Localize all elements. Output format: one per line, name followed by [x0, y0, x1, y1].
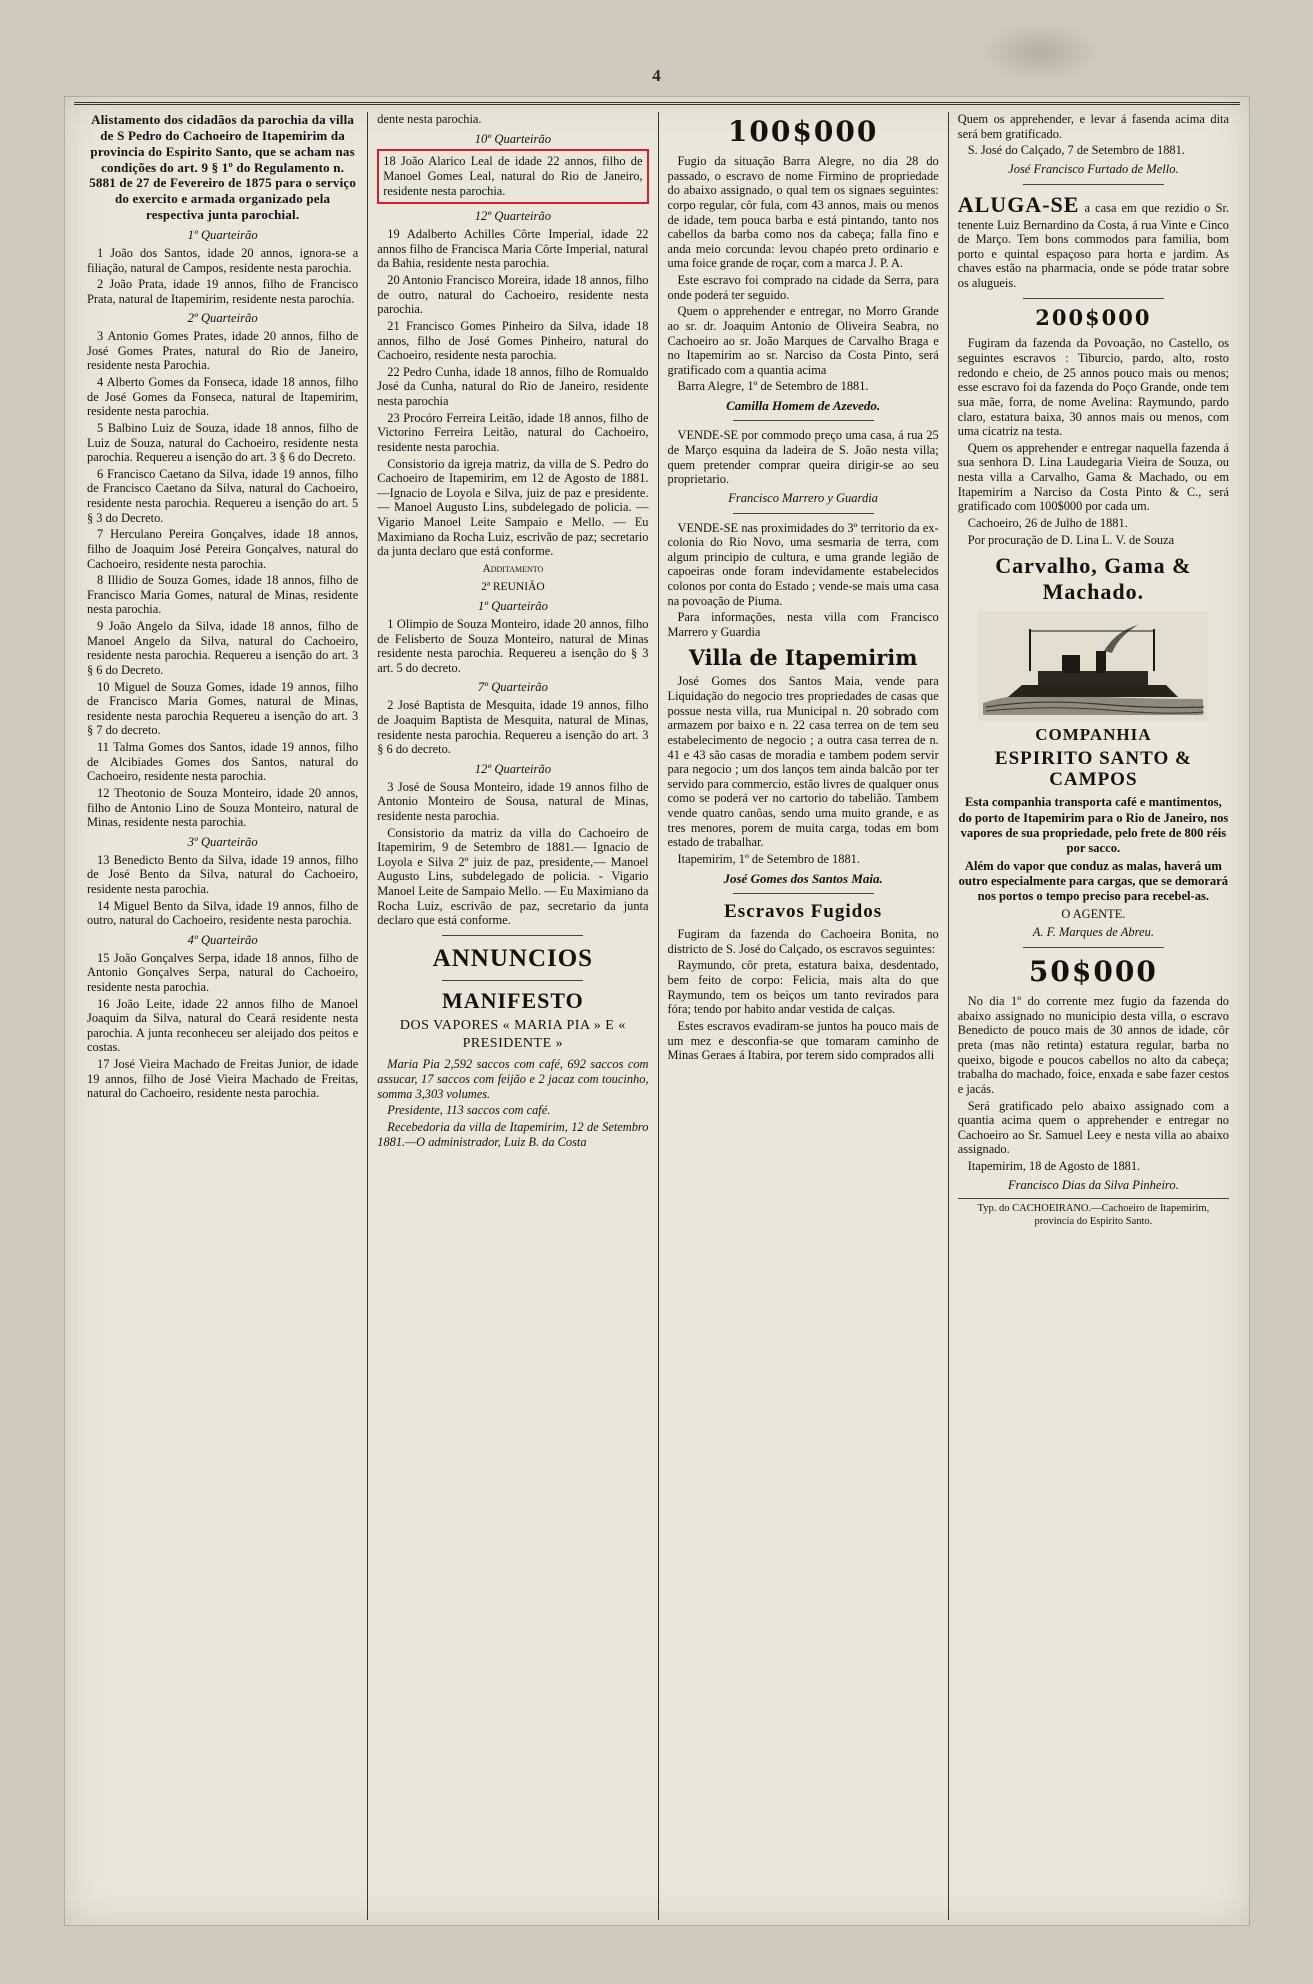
- benedicto-notice: No dia 1º do corrente mez fugio da fazenda do abaixo assignado no municipio desta villa, o escravo Benedicto de pouco mais de 30 annos de idade, côr preta (mas não retinta) estatura regular, barba no queixo, bigode e poucos cabellos no alto da cabeça; trabalha do machado, foice, enxada e sabe fazer cestos e jacás.: [957, 994, 1229, 1096]
- entry-21: 21 Francisco Gomes Pinheiro da Silva, idade 18 annos, filho de José Gomes Pinheiro, natural do Cachoeiro, residente nesta parochia.: [377, 318, 649, 363]
- consistorio-note-1: Consistorio da igreja matriz, da villa de S. Pedro do Cachoeiro de Itapemirim, em 12 de Agosto de 1881.—Ignacio de Loyola e Silva, juiz de paz e presidente.— Manoel Augusto Lins, subdelegado de policia. —Vigario Manoel Leite Sampaio e Mello. — Eu Maximiano da Rocha Luiz, escrivão de paz; secretario da junta declaro que está conforme.: [377, 456, 649, 559]
- santos-maia-ad: José Gomes dos Santos Maia, vende para Liquidação do negocio tres propriedades de casas que possue nesta villa, rua Municipal n. 20 sobrado com armazem por baixo e n. 22 casa terrea on de tem seu estabelecimento de negocio ; a outra casa terrea de n. 41 e 43 são casas de moradia e tambem podem servir para negocio ; um dos lanços tem ainda balcão por ter servido para commercio, estão livres de qualquer onus como se poderá ver no cartorio do tabelião. Tambem vende quatro canôas, sendo uma muito grande, e as tres menores, porem de muita carga, todas em bom estado de trabalhar.: [667, 674, 939, 850]
- procuracao-note: Por procuração de D. Lina L. V. de Souza: [967, 532, 1175, 547]
- column-container: [78, 112, 1238, 1920]
- entry-10: 10 Miguel de Souza Gomes, idade 19 annos, filho de Francisco Maria Gomes, natural de Minas, residente nesta parochia Requereu a isenção do art. 3 § 7 do decreto.: [87, 679, 359, 738]
- escravos-fugidos-heading: Escravos Fugidos: [724, 900, 883, 922]
- entry-13: 13 Benedicto Bento da Silva, idade 19 annos, filho de José Bento da Silva, natural do Cachoeiro, residente nesta parochia.: [87, 852, 359, 896]
- entry-3: 3 Antonio Gomes Prates, idade 20 annos, filho de José Gomes Prates, natural do Rio de Janeiro, residente nesta Parochia.: [87, 329, 359, 373]
- section-divider-2: [442, 980, 583, 981]
- quarteirao-4-heading: 4º Quarteirão: [187, 932, 258, 947]
- continuation-text: dente nesta parochia.: [377, 112, 482, 126]
- vapores-subheading: DOS VAPORES « MARIA PIA » E « PRESIDENTE »: [399, 1018, 626, 1051]
- maria-pia-cargo: Maria Pia 2,592 saccos com café, 692 saccos com assucar, 17 saccos com feijão e 2 jacaz com toucinho, somma 3,303 volumes.: [377, 1057, 649, 1101]
- column-2: [368, 112, 658, 1920]
- apprehension-note: Quem os apprehender, e levar á fasenda acima dita será bem gratificado.: [957, 112, 1229, 141]
- benedicto-reward: Será gratificado pelo abaixo assignado com a quantia acima quem o apprehender e entregar no Cachoeiro ao Sr. Samuel Leey e nesta villa ao abaixo assignado.: [957, 1098, 1229, 1157]
- signature-furtado-mello: José Francisco Furtado de Mello.: [1008, 161, 1179, 176]
- entry-15: 15 João Gonçalves Serpa, idade 18 annos, filho de Antonio Gonçalves Serpa, natural do Cachoeiro, residente nesta parochia.: [87, 950, 359, 994]
- company-heading-line1: COMPANHIA: [1035, 725, 1152, 745]
- reward-amount-100: 100$000: [727, 115, 879, 148]
- entry-19: 19 Adalberto Achilles Côrte Imperial, idade 22 annos filho de Francisca Maria Côrte Imperial, natural da Bahia, residente nesta parochia.: [377, 227, 649, 271]
- manifesto-heading: MANIFESTO: [441, 988, 584, 1014]
- column-1: [78, 112, 368, 1920]
- signature-dias-pinheiro: Francisco Dias da Silva Pinheiro.: [1008, 1177, 1179, 1192]
- add-quarteirao-12-heading: 12º Quarteirão: [474, 761, 552, 776]
- povoacao-escravos: Fugiram da fazenda da Povoação, no Castello, os seguintes escravos : Tiburcio, pardo, alto, rosto redondo e cheio, de 25 annos pouco mais ou menos; esse escravo foi da fazenda do Poço Grande, onde tem sua mãe, forra, de nome Avelina: Raymundo, pardo claro, estatura baixa, 30 annos mais ou menos, com uma cicatriz na testa.: [957, 336, 1229, 439]
- annuncios-heading: ANNUNCIOS: [432, 944, 594, 972]
- vende-se-terras: VENDE-SE nas proximidades do 3º territorio da ex-colonia do Rio Novo, uma sesmaria de terra, com algum principio de cultura, e uma grande legião de capoeiras onde foram indevidamente estabelecidos colonos por conta do Estado ; vende-se mais uma casa na povoação de Piuma.: [667, 520, 939, 608]
- firm-carvalho-gama-machado: Carvalho, Gama & Machado.: [995, 553, 1192, 605]
- signature-santos-maia: José Gomes dos Santos Maia.: [723, 870, 883, 886]
- aluga-se-body: a casa em que rezidio o Sr. tenente Luiz Bernardino da Costa, á rua Vinte e Cinco de Março. Tem bons commodos para familia, bom porto e quintal espaçoso para horta e jardim. As chaves estão na pharmacia, onde se póde tratar sobre os alugueis.: [957, 200, 1229, 291]
- divider-1: [733, 420, 874, 421]
- add-quarteirao-7-heading: 7º Quarteirão: [477, 680, 548, 695]
- reuniao-heading: 2ª REUNIÃO: [481, 580, 545, 593]
- escravo-firmino-reward: Quem o apprehender e entregar, no Morro Grande ao sr. dr. Joaquim Antonio de Oliveira Seabra, no Cachoeiro ao sr. João Marques de Carvalho Braga e no Itapemirim ao sr. Narciso da Costa Pinto, será gratificado com a quantia acima: [667, 304, 939, 377]
- entry-8: 8 Illidio de Souza Gomes, idade 18 annos, filho de Francisco Maria Gomes, natural de Minas, residente nesta parochia.: [87, 573, 359, 617]
- reward-amount-50: 50$000: [1028, 955, 1158, 989]
- divider-2: [733, 513, 874, 514]
- divider-4b: [1023, 298, 1164, 299]
- alistamento-heading: Alistamento dos cidadãos da parochia da villa de S Pedro do Cachoeiro de Itapemirim da provincia do Espirito Santo, que se acham nas condições do art. 9 § 1º do Regulamento n. 5881 de 27 de Fevereiro de 1875 para o serviço do exercito e armada organizado pela respectiva junta parochial.: [89, 112, 357, 223]
- quarteirao-10-heading: 10º Quarteirão: [474, 131, 552, 146]
- villa-itapemirim-heading: Villa de Itapemirim: [688, 644, 918, 670]
- add-quarteirao-1-heading: 1º Quarteirão: [477, 599, 548, 614]
- company-body-1: Esta companhia transporta café e mantimentos, do porto de Itapemirim para o Rio de Janeiro, nos vapores de sua propriedade, pelo frete de 800 réis por sacco.: [958, 795, 1229, 856]
- newspaper-page: [64, 66, 1250, 1926]
- top-rule: [74, 102, 1240, 105]
- entry-14: 14 Miguel Bento da Silva, idade 19 annos, filho de outro, natural do Cachoeiro, residente nesta parochia.: [87, 898, 359, 928]
- entry-17: 17 José Vieira Machado de Freitas Junior, de idade 19 annos, filho de José Vieira Machado de Freitas, natural do Cachoeiro, residente nesta parochia.: [87, 1057, 359, 1101]
- entry-2: 2 João Prata, idade 19 annos, filho de Francisco Prata, natural de Itapemirim, residente nesta parochia.: [87, 277, 359, 306]
- escravos-escape-note: Estes escravos evadiram-se juntos ha pouco mais de um mez e desconfia-se que tomaram caminho de Minas Geraes á Itabira, por terem sido comprados alli: [667, 1018, 939, 1063]
- quarteirao-1-heading: 1º Quarteirão: [187, 228, 258, 243]
- cachoeiro-date: Cachoeiro, 26 de Julho de 1881.: [967, 515, 1128, 530]
- agente-label: O AGENTE.: [1061, 906, 1126, 921]
- company-heading-line2: ESPIRITO SANTO & CAMPOS: [994, 747, 1192, 791]
- colophon: Typ. do CACHOEIRANO.—Cachoeiro de Itapemirim, provincia do Espirito Santo.: [958, 1198, 1229, 1228]
- escravos-fugidos-intro: Fugiram da fazenda do Cachoeira Bonita, no districto de S. José do Calçado, os escravos seguintes:: [667, 927, 939, 956]
- add-entry-3: 3 José de Sousa Monteiro, idade 19 annos filho de Antonio Monteiro de Sousa, natural de Minas, residente nesta parochia.: [377, 779, 649, 823]
- entry-12: 12 Theotonio de Souza Monteiro, idade 20 annos, filho de Antonio Lino de Souza Monteiro, natural de Minas, residente nesta parochia.: [87, 785, 359, 830]
- entry-1: 1 João dos Santos, idade 20 annos, ignora-se a filiação, natural de Campos, residente nesta parochia.: [87, 245, 359, 275]
- barra-alegre-date: Barra Alegre, 1º de Setembro de 1881.: [677, 379, 869, 394]
- section-divider: [442, 935, 583, 936]
- steamship-illustration: [978, 611, 1208, 721]
- recebedoria-note: Recebedoria da villa de Itapemirim, 12 de Setembro 1881.—O administrador, Luiz B. da Costa: [377, 1119, 649, 1149]
- escravo-firmino-origin: Este escravo foi comprado na cidade da Serra, para onde poderá ter seguido.: [667, 273, 939, 302]
- calcado-date: S. José do Calçado, 7 de Setembro de 1881.: [967, 143, 1185, 158]
- entry-18: 18 João Alarico Leal de idade 22 annos, filho de Manoel Gomes Leal, natural do Rio de Janeiro, residente nesta parochia.: [383, 154, 643, 198]
- itapemirim-date-1: Itapemirim, 1º de Setembro de 1881.: [677, 851, 860, 866]
- aluga-se-ad: [958, 192, 1229, 291]
- entry-7: 7 Herculano Pereira Gonçalves, idade 18 annos, filho de Joaquim José Pereira Gonçalves, natural do Cachoeiro, residente nesta parochia.: [87, 527, 359, 571]
- entry-23: 23 Procóro Ferreira Leitão, idade 18 annos, filho de Victorino Ferreira Leitão, natural do Cachoeiro, residente nesta parochia.: [377, 410, 649, 454]
- agente-name: A. F. Marques de Abreu.: [1032, 925, 1154, 940]
- itapemirim-date-2: Itapemirim, 18 de Agosto de 1881.: [967, 1159, 1141, 1173]
- column-3: [659, 112, 949, 1920]
- column-4: [949, 112, 1238, 1920]
- povoacao-reward: Quem os apprehender e entregar naquella fazenda á sua senhora D. Lina Laudegaria Vieira de Souza, ou nesta villa a Carvalho, Gama & Machado, ou em Itapemirim a Narciso da Costa Pinto & C., será gratificado com 100$000 por cada um.: [957, 440, 1229, 514]
- presidente-cargo: Presidente, 113 saccos com café.: [387, 1103, 551, 1118]
- vende-se-casa: VENDE-SE por commodo preço uma casa, á rua 25 de Março esquina da ladeira de S. João nesta villa; quem pretender comprar queira dirigir-se ao seu proprietario.: [667, 428, 939, 487]
- page-number: 4: [652, 66, 662, 85]
- entry-20: 20 Antonio Francisco Moreira, idade 18 annos, filho de outro, natural do Cachoeiro, residente nesta parochia.: [377, 273, 649, 317]
- entry-5: 5 Balbino Luiz de Souza, idade 18 annos, filho de Luiz de Souza, natural do Cachoeiro, residente nesta parochia. Requereu a isenção do art. 3 § 6 do Decreto.: [87, 420, 359, 465]
- escravos-descriptions: Raymundo, côr preta, estatura baixa, desdentado, bem feito de corpo: Felicia, mais alta do que Raymundo, tem os beiços um tanto revirados para fóra; tendo por habito andar vestida de calças.: [667, 958, 939, 1017]
- entry-9: 9 João Angelo da Silva, idade 18 annos, filho de Manoel Angelo da Silva, natural do Cachoeiro, residente nesta parochia. Requereu a isenção do art. 3 § 6 do Decreto.: [87, 619, 359, 677]
- entry-16: 16 João Leite, idade 22 annos filho de Manoel Joaquim da Silva, natural do Ceará residente nesta parochia. A junta reconheceu ser aleijado dos peitos e costas.: [87, 996, 359, 1055]
- vende-se-info: Para informações, nesta villa com Francisco Marrero y Guardia: [667, 610, 939, 639]
- aluga-se-heading: ALUGA-SE: [957, 191, 1080, 217]
- consistorio-note-2: Consistorio da matriz da villa do Cachoeiro de Itapemirim, 9 de Setembro de 1881.— Ignacio de Loyola e Silva 2º juiz de paz, presidente,— Manoel Augusto Lins, subdelegado de policia. - Vigario Manoel Leite de Sampaio Mello. — Eu Maximiano da Rocha Luiz, escrivão de paz, secretario da junta declaro que está conforme.: [377, 825, 649, 928]
- entry-22: 22 Pedro Cunha, idade 18 annos, filho de Romualdo José da Cunha, natural do Rio de Janeiro, residente nesta parochia: [377, 364, 649, 409]
- highlighted-entry-box: [377, 149, 648, 204]
- entry-6: 6 Francisco Caetano da Silva, idade 19 annos, filho de Francisco Caetano da Silva, natural do Cachoeiro, residente nesta parochia. Requereu a isenção do art. 5 § 3 do Decreto.: [87, 466, 359, 525]
- entry-4: 4 Alberto Gomes da Fonseca, idade 18 annos, filho de José Gomes da Fonseca, natural de Itapemirim, residente nesta parochia.: [87, 375, 359, 419]
- quarteirao-3-heading: 3º Quarteirão: [187, 834, 258, 849]
- company-body-2: Além do vapor que conduz as malas, haverá um outro especialmente para cargas, que se demorará nos portos o tempo preciso para recebel-as.: [958, 858, 1229, 904]
- divider-3: [733, 893, 874, 894]
- divider-4a: [1023, 184, 1164, 185]
- add-entry-1: 1 Olimpio de Souza Monteiro, idade 20 annos, filho de Felisberto de Souza Monteiro, natural de Minas residente nesta parochia. Requereu a isenção do § 3 art. 5 do decreto.: [377, 616, 649, 675]
- signature-camilla: Camilla Homem de Azevedo.: [726, 398, 881, 414]
- add-entry-2: 2 José Baptista de Mesquita, idade 19 annos, filho de Joaquim Baptista de Mesquita, natural de Minas, residente nesta parochia. Requereu a isenção do art. 3 § 6 do decreto.: [377, 698, 649, 757]
- additamento-heading: Additamento: [482, 562, 544, 575]
- reward-amount-200: 200$000: [1035, 304, 1152, 330]
- entry-11: 11 Talma Gomes dos Santos, idade 19 annos, filho de Alcibiades Gomes dos Santos, natural do Cachoeiro, residente nesta parochia.: [87, 740, 359, 784]
- signature-marrero-1: Francisco Marrero y Guardia: [728, 490, 878, 505]
- divider-4c: [1023, 947, 1164, 948]
- escravo-firmino-notice: Fugio da situação Barra Alegre, no dia 28 do passado, o escravo de nome Firmino de propriedade do abaixo assignado, o qual tem os signaes seguintes: corpo regular, côr fula, com 43 annos, mais ou menos de idade, tem pouca barba e está pintando, tanto nos cabellos da barba como nos da cabeça; falla fino e anda meio corcunda: levou chapéo preto ordinario e uma foice grande de roçar, com a marca J. P. A.: [667, 154, 939, 271]
- quarteirao-2-heading: 2º Quarteirão: [187, 311, 258, 326]
- quarteirao-12-heading: 12º Quarteirão: [474, 209, 552, 224]
